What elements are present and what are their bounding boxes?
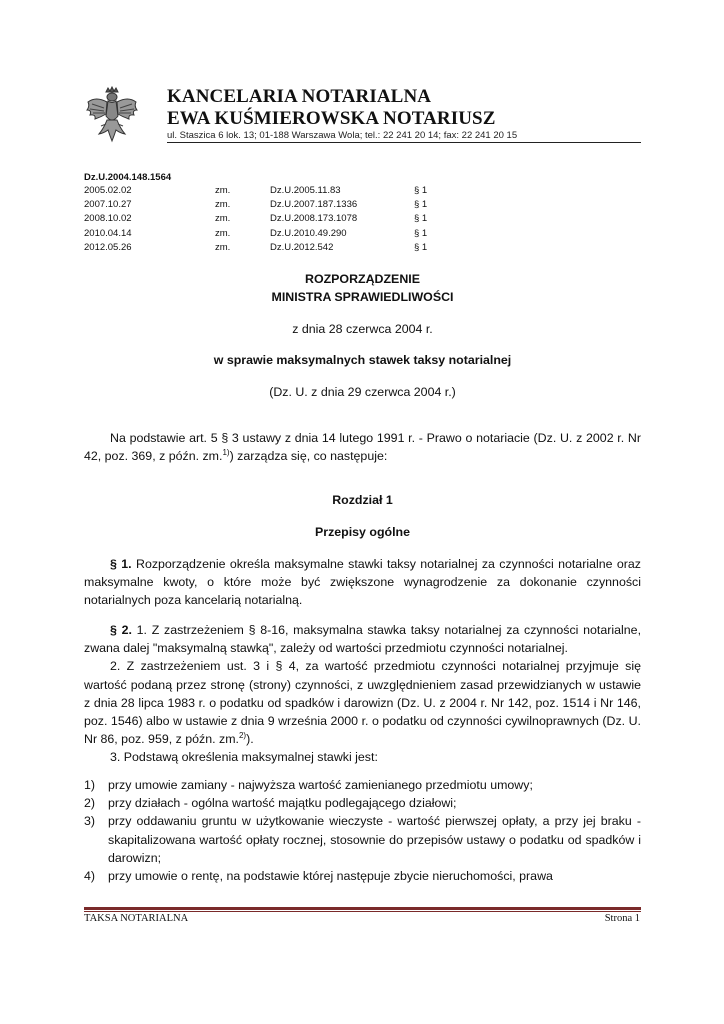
list-item (84, 867, 641, 885)
list-item-text: przy działach - ogólna wartość majątku podlegającego działowi; (108, 796, 457, 811)
chapter-title: Przepisy ogólne (314, 525, 411, 539)
amendment-row (84, 198, 427, 212)
amendment-row (84, 184, 427, 198)
paragraph-2: § 2. 1. Z zastrzeżeniem § 8-16, maksymalna stawka taksy notarialnej za czynności notarialne, zwana dalej "maksymalną stawką", zależy od wartości przedmiotu czynności notarialnej. 2. Z zastrzeżeniem ust. 3 i § 4, za wartość przedmiotu czynności notarialnej przyjmuje się wartość podaną przez stronę (strony) czynności, z uwzględnieniem zasad przewidzianych w ustawie z dnia 28 lipca 1983 r. o podatku od spadków i darowizn (Dz. U. z 2004 r. Nr 142, poz. 1514 i Nr 146, poz. 1546) albo w ustawie z dnia 9 września 2000 r. o podatku od czynności cywilnoprawnych (Dz. U. Nr 86, poz. 959, z późn. zm.$^{2)}$). 3. Podstawą określenia maksymalnej stawki jest: (84, 623, 642, 765)
list-item (84, 776, 641, 794)
office-address: ul. Staszica 6 lok. 13; 01-188 Warszawa Wola; tel.: 22 241 20 14; fax: 22 241 20 15 (167, 130, 518, 141)
amendment-reference: Dz.U.2008.173.1078 (270, 213, 358, 225)
footnote-marker: 2) (238, 731, 247, 741)
list-item-text: przy oddawaniu gruntu w użytkowanie wieczyste - wartość pierwszej opłaty, a przy jej braku - skapitalizowana wartość opłaty rocznej, stosownie do przepisów ustawy o podatku od spadków i darowizn; (108, 814, 641, 865)
amendment-paragraph: § 1 (414, 241, 428, 253)
amendment-date: 2005.02.02 (84, 185, 132, 196)
publication-reference: (Dz. U. z dnia 29 czerwca 2004 r.) (269, 385, 456, 399)
list-item-number: 2) (84, 796, 96, 811)
amendment-date: 2008.10.02 (84, 213, 132, 225)
list-item-text: przy umowie o rentę, na podstawie której następuje zbycie nieruchomości, prawa (108, 869, 553, 884)
document-authority: MINISTRA SPRAWIEDLIWOŚCI (271, 290, 454, 304)
amendment-paragraph: § 1 (414, 227, 428, 239)
footnote-marker: 1) (222, 448, 230, 458)
amendment-date: 2010.04.14 (84, 227, 132, 239)
document-subject: w sprawie maksymalnych stawek taksy notarialnej (213, 353, 512, 367)
list-item (84, 812, 641, 867)
page-number: Strona 1 (604, 913, 640, 924)
amendment-row (84, 241, 427, 255)
list-item-number: 3) (84, 814, 96, 829)
amendment-row (84, 212, 427, 226)
amendment-reference: Dz.U.2012.542 (270, 241, 334, 253)
amendment-row (84, 227, 427, 241)
document-kind: ROZPORZĄDZENIE (305, 272, 420, 286)
list-item-number: 4) (84, 869, 96, 884)
amendment-paragraph: § 1 (414, 213, 428, 225)
amendment-type: zm. (215, 213, 231, 225)
paragraph-label: § 1. (110, 557, 132, 571)
amendment-type: zm. (215, 241, 231, 253)
list-item-number: 1) (84, 778, 96, 792)
notary-name: EWA KUŚMIEROWSKA NOTARIUSZ (167, 108, 496, 129)
list-item-text: przy umowie zamiany - najwyższa wartość zamienianego przedmiotu umowy; (108, 778, 533, 792)
amendments-table (84, 184, 427, 255)
amendment-type: zm. (215, 227, 231, 239)
amendment-paragraph: § 1 (414, 199, 428, 211)
footer-divider-thin (84, 911, 641, 912)
basis-list (84, 776, 641, 885)
preamble: Na podstawie art. 5 § 3 ustawy z dnia 14 lutego 1991 r. - Prawo o notariacie (Dz. U. z 2002 r. Nr 42, poz. 369, z późn. zm.$^{1)}$) zarządza się, co następuje: (84, 431, 641, 464)
list-item (84, 794, 641, 812)
eagle-emblem-icon (84, 86, 140, 146)
chapter-number: Rozdział 1 (332, 493, 393, 507)
amendment-date: 2007.10.27 (84, 199, 132, 211)
paragraph-1: § 1. Rozporządzenie określa maksymalne stawki taksy notarialnej za czynności notarialne oraz maksymalne kwoty, o które może być zwiększone wynagrodzenie za dokonanie czynności notarialnych poza kancelarią notarialną. (84, 557, 641, 608)
amendment-date: 2012.05.26 (84, 241, 132, 253)
amendment-reference: Dz.U.2005.11.83 (270, 185, 341, 196)
footer-title: TAKSA NOTARIALNA (84, 913, 189, 924)
amendment-type: zm. (215, 185, 231, 196)
amendment-reference: Dz.U.2010.49.290 (270, 227, 347, 239)
footer-divider (84, 907, 641, 910)
office-name: KANCELARIA NOTARIALNA (167, 86, 432, 107)
amendment-reference: Dz.U.2007.187.1336 (270, 199, 358, 211)
journal-reference: Dz.U.2004.148.1564 (84, 172, 172, 183)
document-date: z dnia 28 czerwca 2004 r. (292, 322, 433, 336)
amendment-type: zm. (215, 199, 231, 211)
amendment-paragraph: § 1 (414, 185, 428, 196)
paragraph-label: § 2. (110, 623, 132, 637)
header-divider (167, 142, 641, 143)
